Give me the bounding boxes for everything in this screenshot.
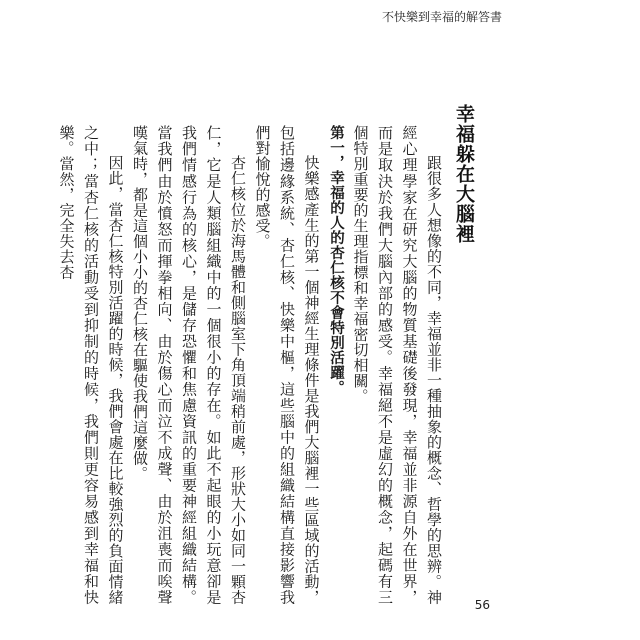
running-header: 不快樂到幸福的解答書 <box>381 10 502 24</box>
section-subheading: 第一，幸福的人的杏仁核不會特別活躍。 <box>328 125 344 395</box>
page-number: 56 <box>474 598 490 612</box>
paragraph-amygdala: 杏仁核位於海馬體和側腦室下角頂端稍前處，形狀大小如同一顆杏仁，它是人類腦組織中的一個很小的存在。如此不起眼的小玩意卻是我們情感行為的核心，是儲存恐懼和焦慮資訊的重要神經組織結構。當我們由於憤怒而揮拳相向、由於傷心而泣不成聲、由於沮喪而唉聲嘆氣時，都是這個小小的杏仁核在驅使我們這麼做。 <box>131 125 247 605</box>
chapter-title: 幸福躲在大腦裡 <box>453 104 475 244</box>
paragraph-intro: 跟很多人想像的不同，幸福並非一種抽象的概念、哲學的思辨。神經心理學家在研究大腦的物質基礎後發現，幸福並非源自外在世界，而是取決於我們大腦內部的感受。幸福絕不是虛幻的概念，起碼有三個特別重要的生理指標和幸福密切相關。 <box>351 125 443 605</box>
paragraph-therefore: 因此，當杏仁核特別活躍的時候，我們會處在比較強烈的負面情緒之中；當杏仁核的活動受到抑制的時候，我們則更容易感到幸福和快樂。當然，完全失去杏 <box>57 125 125 605</box>
paragraph-conditions: 快樂感產生的第一個神經生理條件是我們大腦裡一些區域的活動，包括邊緣系統、杏仁核、快樂中樞，這些腦中的組織結構直接影響我們對愉悅的感受。 <box>253 125 321 605</box>
body-text <box>54 125 446 605</box>
